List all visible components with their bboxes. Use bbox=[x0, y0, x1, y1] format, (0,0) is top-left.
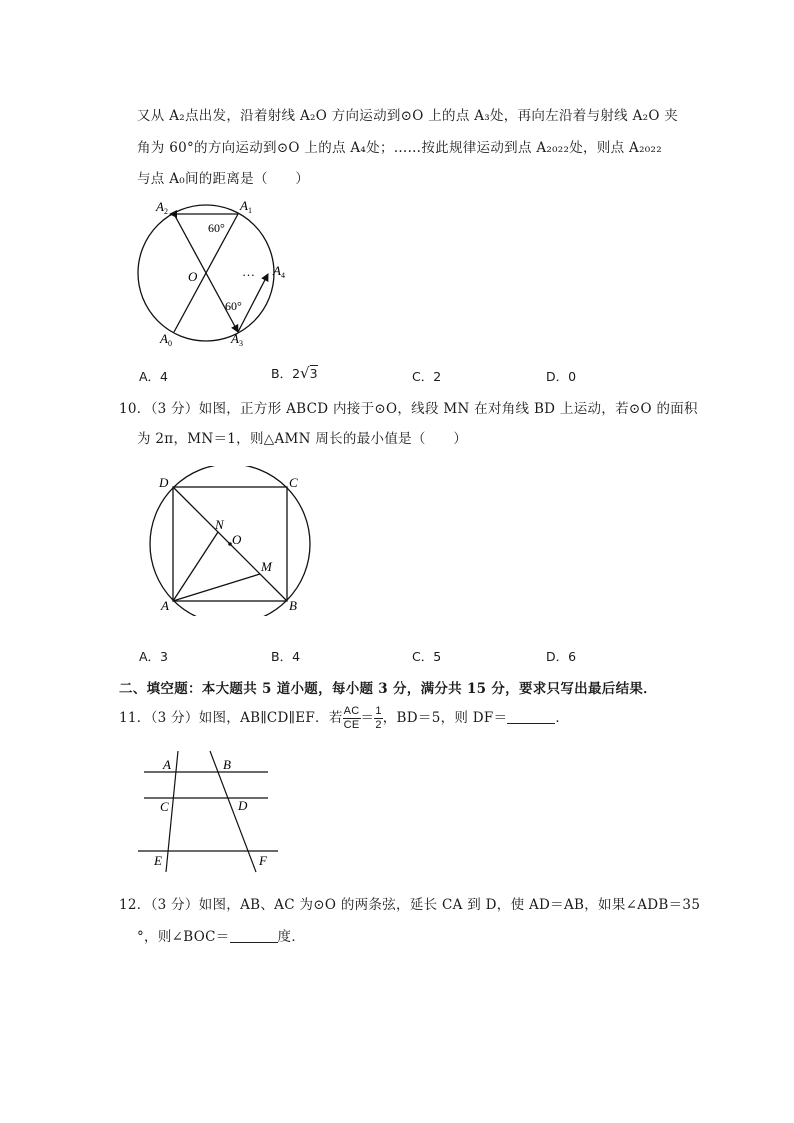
q11-label-f: F bbox=[259, 853, 267, 868]
q9-choice-d: D．0 bbox=[546, 369, 577, 384]
q9-choice-c: C．2 bbox=[412, 369, 442, 384]
q11-text: 11．（3 分）如图，AB∥CD∥EF．若 $\frac{AC}{CE}$ ＝ $\frac{1}{2}$ ，BD＝5，则 DF＝ ． bbox=[119, 705, 570, 731]
q10-label-a: A bbox=[161, 598, 169, 613]
q10-segment-an bbox=[173, 532, 218, 601]
q11-parallel-lines-figure bbox=[134, 746, 284, 878]
q11-label-d: D bbox=[238, 798, 248, 813]
q11-fraction-half: $\frac{1}{2}$ bbox=[375, 705, 382, 731]
q10-text-line2: 为 2π，MN＝1，则△AMN 周长的最小值是（ ） bbox=[137, 431, 468, 447]
q9-label-a3: $A_3$ bbox=[231, 331, 243, 348]
q12-answer-blank bbox=[230, 930, 278, 943]
q11-label-e: E bbox=[154, 853, 162, 868]
q9-angle-bottom: 60° bbox=[225, 299, 242, 313]
q11-label-b: B bbox=[223, 757, 231, 772]
q10-label-o: O bbox=[232, 532, 242, 547]
q9-segment-a3-a4 bbox=[238, 274, 268, 332]
q9-label-o: O bbox=[188, 269, 198, 284]
q9-text-line3: 与点 A₀间的距离是（ ） bbox=[137, 171, 310, 187]
q10-segment-am bbox=[173, 574, 260, 601]
q11-transversal-bf bbox=[210, 751, 256, 872]
q9-text-line2: 角为 60°的方向运动到⊙O 上的点 A₄处；……按此规律运动到点 A₂₀₂₂处，则点 A₂₀₂₂ bbox=[137, 140, 662, 156]
q10-choice-a: A．3 bbox=[139, 649, 169, 664]
q9-choice-a: A．4 bbox=[139, 369, 169, 384]
q10-label-d: D bbox=[159, 475, 169, 490]
q12-text-line1: 12．（3 分）如图，AB、AC 为⊙O 的两条弦，延长 CA 到 D，使 AD＝AB，如果∠ADB＝35 bbox=[119, 897, 701, 913]
q10-text-line1: 10．（3 分）如图，正方形 ABCD 内接于⊙O，线段 MN 在对角线 BD 上运动，若⊙O 的面积 bbox=[119, 401, 698, 417]
q11-label-a: A bbox=[163, 757, 171, 772]
q10-choice-c: C．5 bbox=[412, 649, 442, 664]
q9-circle-figure bbox=[130, 192, 300, 354]
q9-text-line1: 又从 A₂点出发，沿着射线 A₂O 方向运动到⊙O 上的点 A₃处，再向左沿着与射线 A₂O 夹 bbox=[137, 108, 679, 124]
q11-fraction-ac-ce: $\frac{AC}{CE}$ bbox=[343, 705, 360, 731]
q9-label-a4: $A_4$ bbox=[273, 263, 285, 280]
q10-choice-d: D．6 bbox=[546, 649, 577, 664]
q11-label-c: C bbox=[160, 799, 169, 814]
q9-angle-top: 60° bbox=[208, 221, 225, 235]
q10-choice-b: B．4 bbox=[271, 649, 301, 664]
q9-choice-b: B．2√3 bbox=[271, 364, 318, 382]
q10-label-b: B bbox=[289, 598, 297, 613]
q10-label-m: M bbox=[261, 559, 272, 574]
q11-answer-blank bbox=[507, 711, 555, 724]
q12-text-line2: °，则∠BOC＝ 度． bbox=[137, 929, 306, 945]
q10-square-figure bbox=[148, 466, 318, 616]
q9-label-a1: $A_1$ bbox=[240, 198, 252, 215]
q10-label-n: N bbox=[215, 517, 224, 532]
q9-label-a0: $A_0$ bbox=[160, 331, 172, 348]
q9-ellipsis: … bbox=[242, 264, 255, 279]
q10-label-c: C bbox=[289, 475, 298, 490]
q9-label-a2: $A_2$ bbox=[156, 199, 168, 216]
section2-heading: 二、填空题：本大题共 5 道小题，每小题 3 分，满分共 15 分，要求只写出最后结果． bbox=[119, 681, 657, 697]
